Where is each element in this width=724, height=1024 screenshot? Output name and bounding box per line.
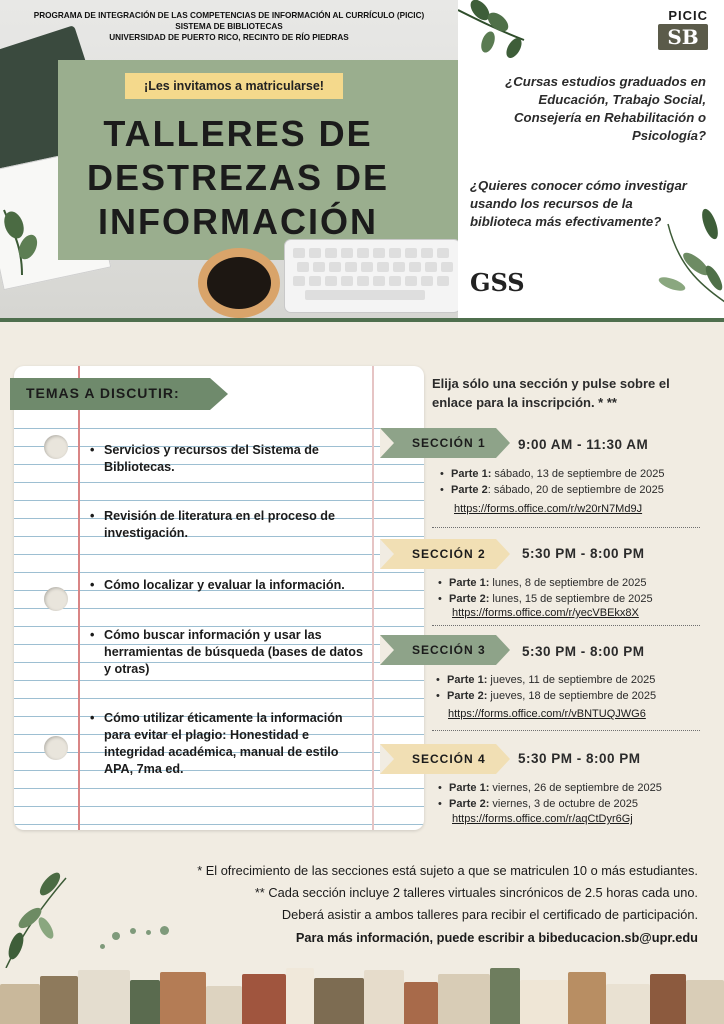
page-title [58, 112, 418, 244]
section-1-registration-link[interactable]: https://forms.office.com/r/w20rN7Md9J [454, 503, 643, 515]
part-1-date: • Parte 1: lunes, 8 de septiembre de 2025 [438, 576, 653, 592]
section-2-dates [438, 576, 653, 607]
topic-item: • Revisión de literatura en el proceso de investigación. [90, 508, 370, 542]
section-4-dates [438, 781, 662, 812]
topic-item: • Cómo utilizar éticamente la información para evitar el plagio: Honestidad e integridad académica, manual de estilo APA, 7ma ed. [90, 710, 370, 778]
section-3-registration-link[interactable]: https://forms.office.com/r/vBNTUQJWG6 [448, 708, 646, 720]
section-separator [432, 625, 700, 626]
footer-note-sessions: ** Cada sección incluye 2 talleres virtuales sincrónicos de 2.5 horas cada uno. [254, 885, 698, 900]
section-instructions: Elija sólo una sección y pulse sobre el enlace para la inscripción. * ** [432, 376, 670, 410]
gss-library-logo: GSS [470, 268, 525, 297]
title-line: TALLERES DE [103, 113, 373, 154]
binder-hole [44, 587, 68, 611]
section-3-tag: SECCIÓN 3 [380, 635, 496, 665]
section-1-dates [440, 467, 664, 498]
section-1-tag: SECCIÓN 1 [380, 428, 496, 458]
topic-item: • Cómo localizar y evaluar la información. [90, 577, 370, 594]
leaf-icon [0, 858, 70, 968]
section-2-time: 5:30 PM - 8:00 PM [522, 546, 645, 561]
section-2-registration-link[interactable]: https://forms.office.com/r/yecVBEkx8X [452, 607, 639, 619]
part-1-date: • Parte 1: viernes, 26 de septiembre de 2025 [438, 781, 662, 797]
topic-item: • Cómo buscar información y usar las herramientas de búsqueda (bases de datos y otras) [90, 627, 370, 678]
section-3-time: 5:30 PM - 8:00 PM [522, 644, 645, 659]
title-line: INFORMACIÓN [98, 201, 378, 242]
part-2-date: • Parte 2: jueves, 18 de septiembre de 2025 [436, 689, 656, 705]
footer-note-enrollment: * El ofrecimiento de las secciones está sujeto a que se matriculen 10 o más estudiantes. [197, 863, 698, 878]
hero-banner [0, 0, 458, 318]
section-1-time: 9:00 AM - 11:30 AM [518, 437, 649, 452]
binder-hole [44, 435, 68, 459]
keyboard-illustration [285, 240, 458, 312]
program-line: SISTEMA DE BIBLIOTECAS [175, 22, 283, 31]
header-right-panel [458, 0, 724, 318]
part-2-date: • Parte 2: sábado, 20 de septiembre de 2025 [440, 483, 664, 499]
header-divider [0, 318, 724, 322]
footer-contact: Para más información, puede escribir a bibeducacion.sb@upr.edu [295, 930, 698, 945]
part-1-date: • Parte 1: jueves, 11 de septiembre de 2025 [436, 673, 656, 689]
question-graduate-studies: ¿Cursas estudios graduados en Educación, Trabajo Social, Consejería en Rehabilitación o Psicología? [505, 74, 706, 143]
books-illustration [0, 968, 724, 1024]
title-line: DESTREZAS DE [86, 157, 390, 198]
program-header [0, 10, 458, 43]
topics-heading: TEMAS A DISCUTIR: [26, 385, 180, 401]
part-1-date: • Parte 1: sábado, 13 de septiembre de 2025 [440, 467, 664, 483]
coffee-cup-illustration [198, 248, 280, 318]
question-library-research: ¿Quieres conocer cómo investigar usando los recursos de la biblioteca más efectivamente? [470, 178, 687, 229]
leaf-icon [2, 205, 42, 275]
topics-heading-tag [10, 378, 210, 410]
sb-logo: SB [658, 24, 708, 50]
section-separator [432, 527, 700, 528]
section-3-dates [436, 673, 656, 704]
section-4-tag: SECCIÓN 4 [380, 744, 496, 774]
section-2-tag: SECCIÓN 2 [380, 539, 496, 569]
leaf-icon [458, 0, 528, 70]
program-line: UNIVERSIDAD DE PUERTO RICO, RECINTO DE RÍO PIEDRAS [109, 33, 349, 42]
part-2-date: • Parte 2: lunes, 15 de septiembre de 2025 [438, 592, 653, 608]
picic-logo: PICIC [668, 8, 708, 23]
part-2-date: • Parte 2: viernes, 3 de octubre de 2025 [438, 797, 662, 813]
program-line: PROGRAMA DE INTEGRACIÓN DE LAS COMPETENCIAS DE INFORMACIÓN AL CURRÍCULO (PICIC) [33, 11, 425, 20]
invitation-banner: ¡Les invitamos a matricularse! [125, 73, 343, 99]
section-4-time: 5:30 PM - 8:00 PM [518, 751, 641, 766]
topic-item: • Servicios y recursos del Sistema de Bibliotecas. [90, 442, 370, 476]
leaf-icon [648, 204, 724, 314]
footer-note-certificate: Deberá asistir a ambos talleres para recibir el certificado de participación. [281, 907, 698, 922]
section-4-registration-link[interactable]: https://forms.office.com/r/aqCtDyr6Gj [452, 813, 633, 825]
binder-hole [44, 736, 68, 760]
section-separator [432, 730, 700, 731]
